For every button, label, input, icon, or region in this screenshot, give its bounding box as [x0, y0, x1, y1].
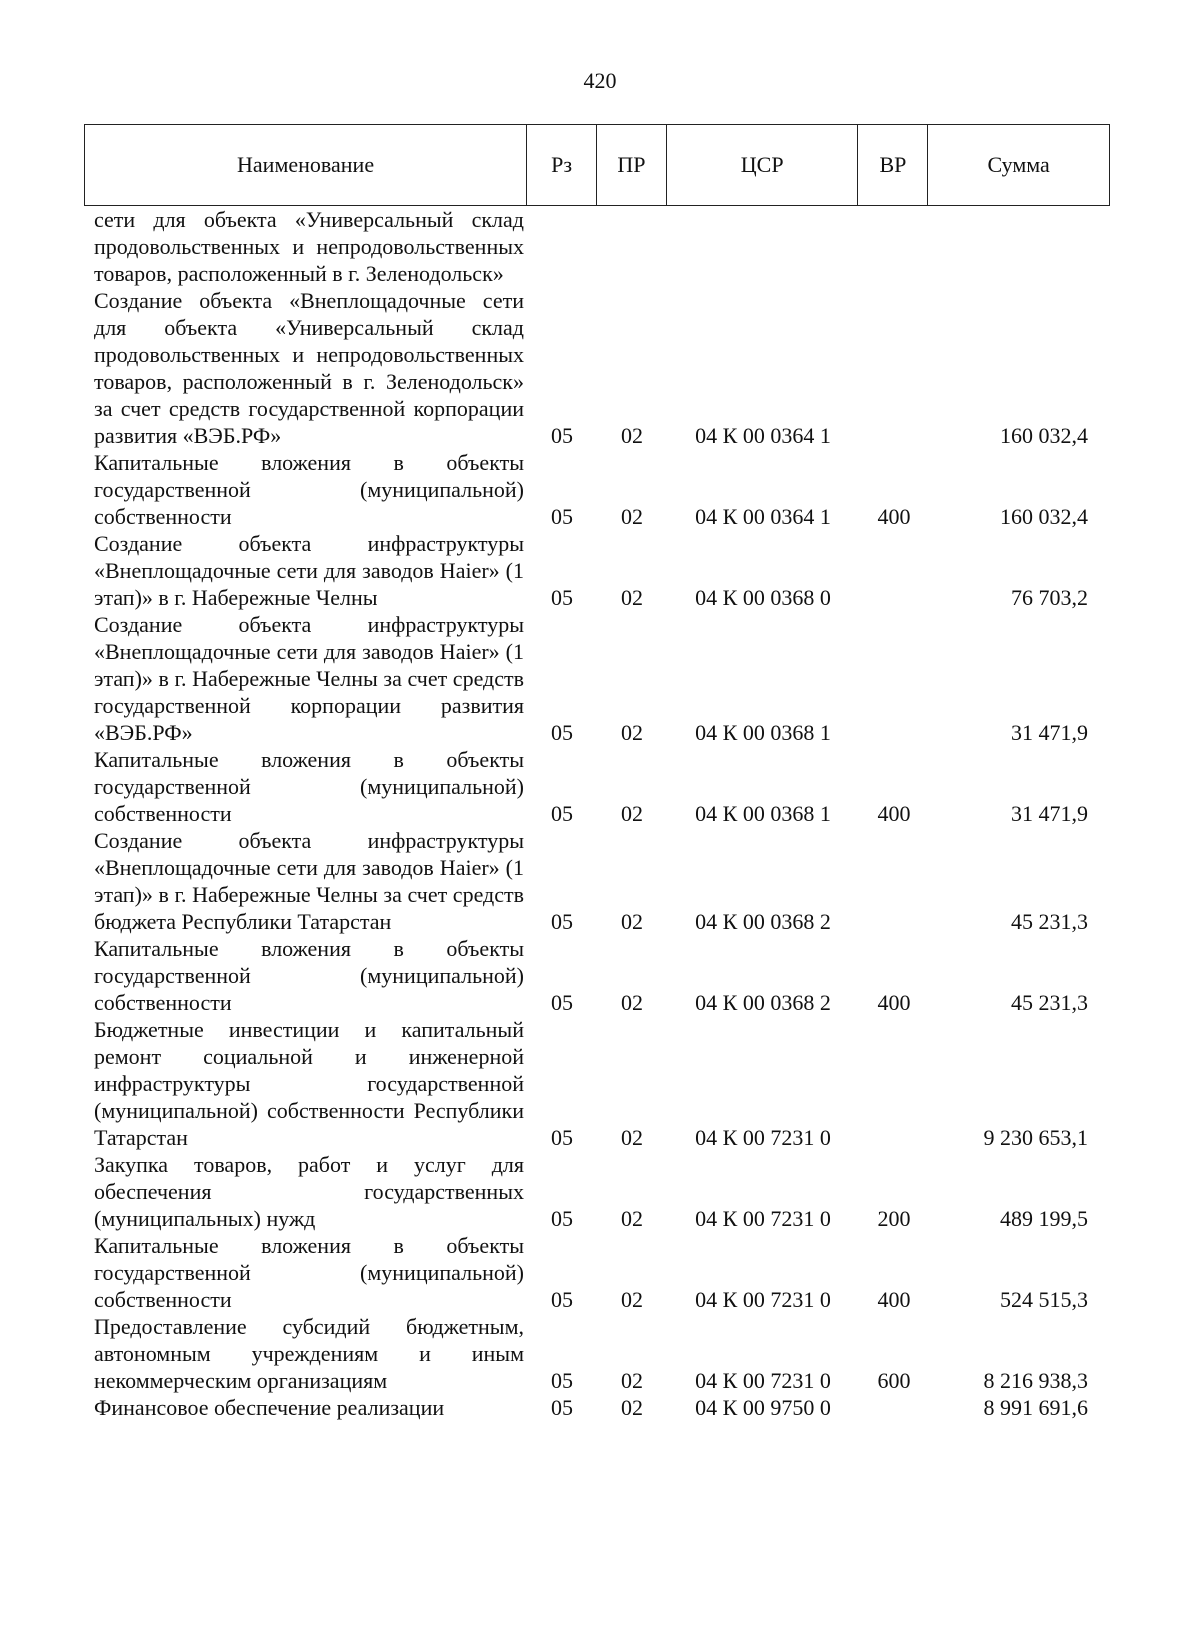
- row-rz: 05: [551, 1368, 573, 1393]
- table-row: [84, 449, 1110, 530]
- row-csr: 04 К 00 7231 0: [695, 1287, 831, 1312]
- row-sum: 9 230 653,1: [983, 1125, 1088, 1150]
- row-csr: 04 К 00 0368 1: [695, 801, 831, 826]
- row-vr: 600: [877, 1368, 911, 1393]
- header-vr: ВР: [858, 125, 928, 205]
- header-pr: ПР: [597, 125, 667, 205]
- table-row: [84, 827, 1110, 935]
- row-sum: 8 216 938,3: [983, 1368, 1088, 1393]
- row-vr: 400: [877, 504, 911, 529]
- table-body: [84, 206, 1110, 1421]
- table-row: [84, 935, 1110, 1016]
- row-sum: 160 032,4: [1000, 504, 1088, 529]
- row-sum: 31 471,9: [1011, 720, 1088, 745]
- table-row: [84, 206, 1110, 287]
- row-name: Капитальные вложения в объекты государственной (муниципальной) собственности: [94, 450, 524, 529]
- row-pr: 02: [621, 801, 643, 826]
- row-sum: 45 231,3: [1011, 909, 1088, 934]
- row-name: Создание объекта «Внеплощадочные сети для объекта «Универсальный склад продовольственных и непродовольственных товаров, расположенный в г. Зеленодольск» за счет средств государственной корпорации развития «ВЭБ.РФ»: [94, 288, 524, 448]
- row-vr: 200: [877, 1206, 911, 1231]
- row-pr: 02: [621, 1395, 643, 1420]
- row-pr: 02: [621, 504, 643, 529]
- header-rz: Рз: [527, 125, 597, 205]
- header-csr: ЦСР: [667, 125, 859, 205]
- row-rz: 05: [551, 720, 573, 745]
- row-pr: 02: [621, 423, 643, 448]
- row-name: Капитальные вложения в объекты государственной (муниципальной) собственности: [94, 747, 524, 826]
- row-pr: 02: [621, 909, 643, 934]
- row-rz: 05: [551, 801, 573, 826]
- row-csr: 04 К 00 0368 2: [695, 990, 831, 1015]
- row-name: Создание объекта инфраструктуры «Внеплощадочные сети для заводов Haier» (1 этап)» в г. Набережные Челны за счет средств государственной корпорации развития «ВЭБ.РФ»: [94, 612, 524, 745]
- row-pr: 02: [621, 720, 643, 745]
- row-pr: 02: [621, 585, 643, 610]
- row-csr: 04 К 00 0368 1: [695, 720, 831, 745]
- table-row: [84, 1232, 1110, 1313]
- table-row: [84, 611, 1110, 746]
- row-sum: 524 515,3: [1000, 1287, 1088, 1312]
- row-sum: 76 703,2: [1011, 585, 1088, 610]
- row-rz: 05: [551, 909, 573, 934]
- header-sum: Сумма: [987, 152, 1050, 177]
- row-pr: 02: [621, 1125, 643, 1150]
- table-row: [84, 530, 1110, 611]
- row-sum: 31 471,9: [1011, 801, 1088, 826]
- row-rz: 05: [551, 1395, 573, 1420]
- row-rz: 05: [551, 504, 573, 529]
- row-sum: 489 199,5: [1000, 1206, 1088, 1231]
- row-sum: 8 991 691,6: [983, 1395, 1088, 1420]
- table-header: [84, 124, 1110, 206]
- row-rz: 05: [551, 1125, 573, 1150]
- row-pr: 02: [621, 1287, 643, 1312]
- row-csr: 04 К 00 7231 0: [695, 1206, 831, 1231]
- row-name: Создание объекта инфраструктуры «Внеплощадочные сети для заводов Haier» (1 этап)» в г. Набережные Челны: [94, 531, 524, 610]
- page-number: 420: [583, 68, 617, 93]
- row-name: Капитальные вложения в объекты государственной (муниципальной) собственности: [94, 936, 524, 1015]
- row-name: Предоставление субсидий бюджетным, автономным учреждениям и иным некоммерческим организациям: [94, 1314, 524, 1393]
- row-vr: 400: [877, 801, 911, 826]
- row-name: Закупка товаров, работ и услуг для обеспечения государственных (муниципальных) нужд: [94, 1152, 524, 1231]
- row-csr: 04 К 00 9750 0: [695, 1395, 831, 1420]
- row-pr: 02: [621, 990, 643, 1015]
- table-row: [84, 746, 1110, 827]
- row-pr: 02: [621, 1368, 643, 1393]
- row-sum: 45 231,3: [1011, 990, 1088, 1015]
- row-rz: 05: [551, 1287, 573, 1312]
- table-row: [84, 1151, 1110, 1232]
- row-pr: 02: [621, 1206, 643, 1231]
- row-vr: 400: [877, 990, 911, 1015]
- row-csr: 04 К 00 0364 1: [695, 423, 831, 448]
- table-row: [84, 1313, 1110, 1394]
- row-name: Финансовое обеспечение реализации: [94, 1395, 445, 1420]
- row-csr: 04 К 00 7231 0: [695, 1368, 831, 1393]
- row-csr: 04 К 00 7231 0: [695, 1125, 831, 1150]
- row-csr: 04 К 00 0368 2: [695, 909, 831, 934]
- row-sum: 160 032,4: [1000, 423, 1088, 448]
- row-name: Бюджетные инвестиции и капитальный ремонт социальной и инженерной инфраструктуры государственной (муниципальной) собственности Республики Татарстан: [94, 1017, 524, 1150]
- table-row: [84, 287, 1110, 449]
- table-row: [84, 1016, 1110, 1151]
- table-row: [84, 1394, 1110, 1421]
- row-rz: 05: [551, 585, 573, 610]
- row-rz: 05: [551, 423, 573, 448]
- row-name: Капитальные вложения в объекты государственной (муниципальной) собственности: [94, 1233, 524, 1312]
- row-name: сети для объекта «Универсальный склад продовольственных и непродовольственных товаров, расположенный в г. Зеленодольск»: [94, 207, 524, 286]
- row-vr: 400: [877, 1287, 911, 1312]
- row-name: Создание объекта инфраструктуры «Внеплощадочные сети для заводов Haier» (1 этап)» в г. Набережные Челны за счет средств бюджета Республики Татарстан: [94, 828, 524, 934]
- header-name: Наименование: [85, 125, 527, 205]
- row-rz: 05: [551, 990, 573, 1015]
- row-rz: 05: [551, 1206, 573, 1231]
- row-csr: 04 К 00 0368 0: [695, 585, 831, 610]
- row-csr: 04 К 00 0364 1: [695, 504, 831, 529]
